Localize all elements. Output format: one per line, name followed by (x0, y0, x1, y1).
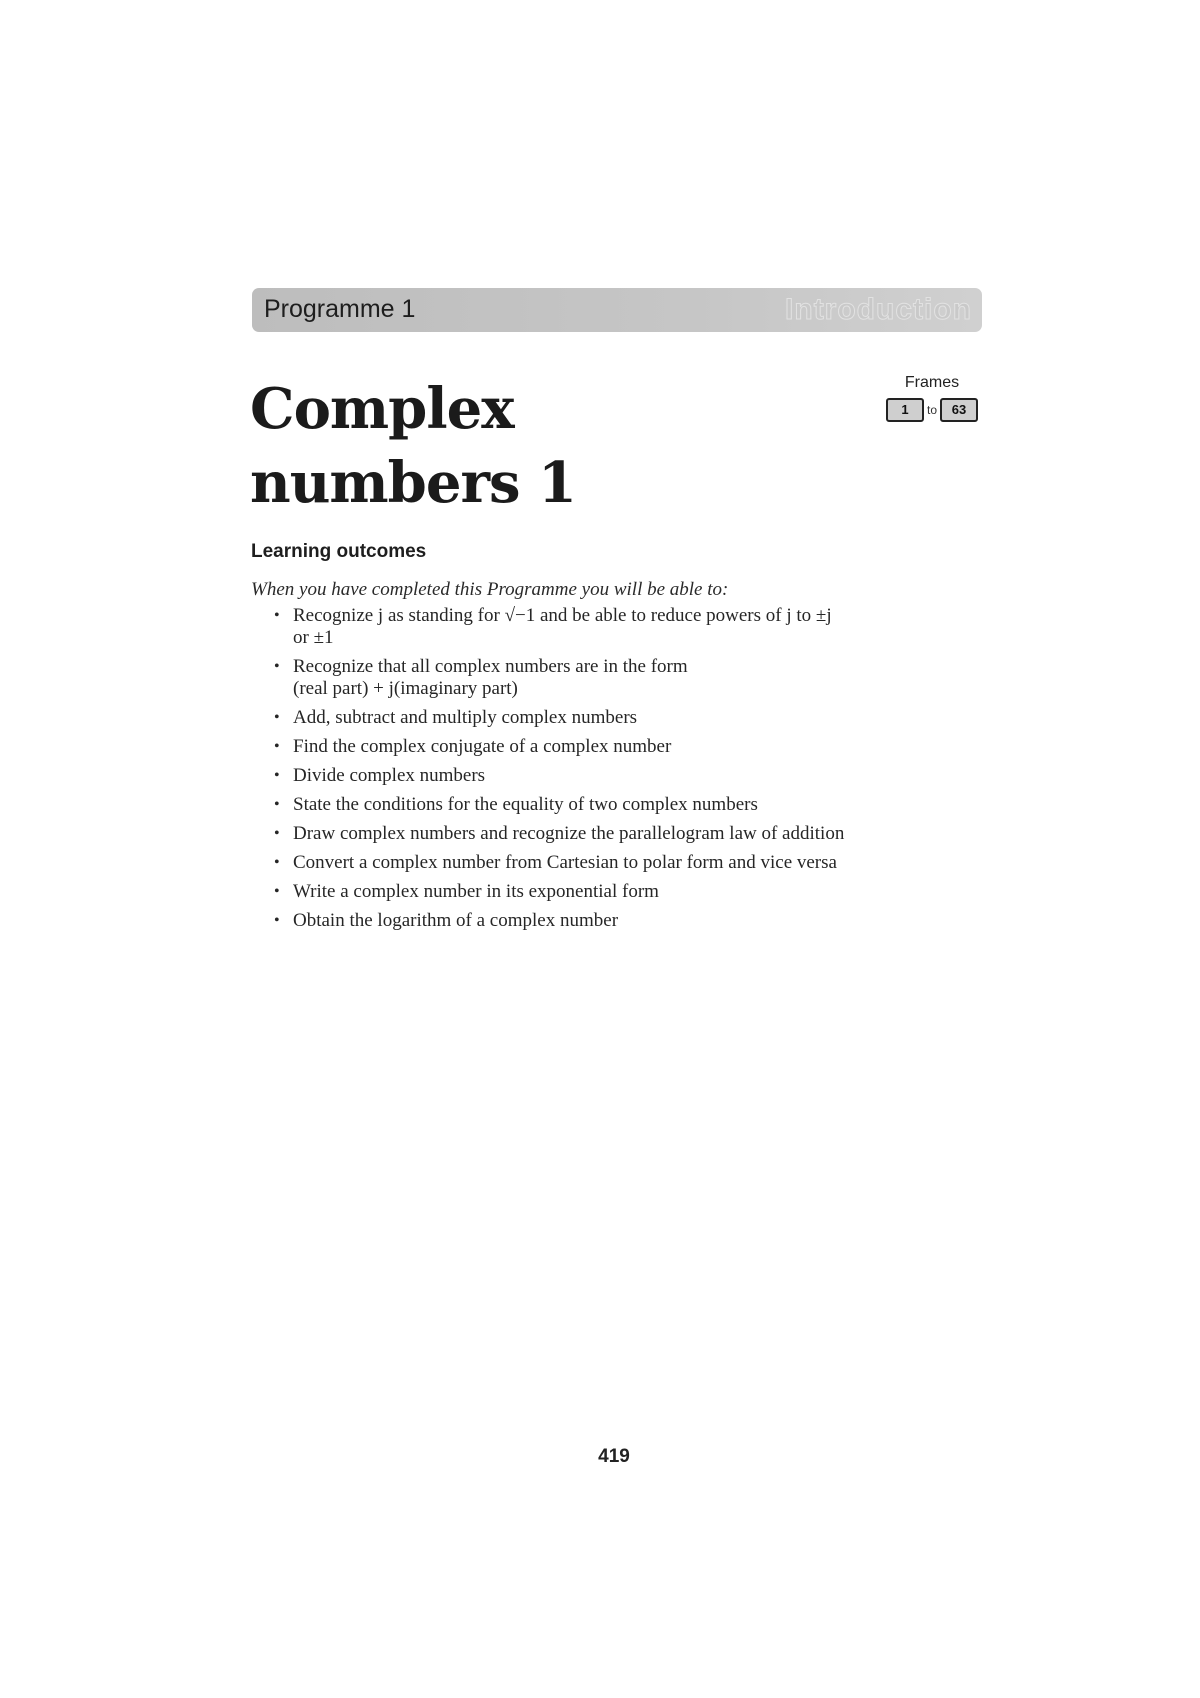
bullet-icon: • (274, 825, 280, 842)
title-line-1: Complex (250, 376, 514, 442)
bullet-icon: • (274, 738, 280, 755)
list-item (272, 852, 984, 874)
list-item-text: Convert a complex number from Cartesian to polar form and vice versa (293, 852, 837, 873)
bullet-icon: • (274, 607, 280, 624)
title-line-2: numbers 1 (250, 450, 576, 516)
list-item (272, 794, 984, 816)
list-item-text: Draw complex numbers and recognize the parallelogram law of addition (293, 823, 845, 844)
bullet-icon: • (274, 883, 280, 900)
frames-range (880, 398, 984, 422)
list-item (272, 910, 984, 932)
list-item-text-continued: (real part) + j(imaginary part) (293, 678, 518, 699)
list-item (272, 881, 984, 903)
list-item-text: Find the complex conjugate of a complex number (293, 736, 672, 757)
frame-start-box: 1 (886, 398, 924, 422)
list-item-text: Recognize j as standing for √−1 and be able to reduce powers of j to ±j (293, 605, 832, 626)
list-item (272, 765, 984, 787)
bullet-icon: • (274, 912, 280, 929)
bullet-icon: • (274, 658, 280, 675)
learning-outcomes-heading: Learning outcomes (251, 541, 427, 562)
frames-indicator (880, 374, 984, 422)
frames-label: Frames (904, 374, 960, 391)
learning-outcomes-list (272, 605, 984, 939)
list-item-text: Add, subtract and multiply complex numbers (293, 707, 638, 728)
list-item (272, 707, 984, 729)
page-number: 419 (598, 1446, 630, 1467)
list-item (272, 656, 984, 700)
section-watermark: Introduction (785, 293, 972, 326)
list-item (272, 605, 984, 649)
bullet-icon: • (274, 854, 280, 871)
list-item-text: Write a complex number in its exponential form (293, 881, 659, 902)
list-item-text-continued: or ±1 (293, 627, 334, 648)
page-title (250, 372, 576, 520)
programme-label: Programme 1 (264, 295, 416, 323)
list-item (272, 736, 984, 758)
learning-outcomes-intro: When you have completed this Programme you will be able to: (251, 579, 729, 600)
bullet-icon: • (274, 709, 280, 726)
frame-end-box: 63 (940, 398, 978, 422)
bullet-icon: • (274, 796, 280, 813)
bullet-icon: • (274, 767, 280, 784)
list-item-text: Divide complex numbers (293, 765, 486, 786)
programme-header-bar (252, 288, 982, 332)
list-item-text: Obtain the logarithm of a complex number (293, 910, 619, 931)
list-item-text: State the conditions for the equality of two complex numbers (293, 794, 758, 815)
frames-to-word: to (926, 403, 937, 417)
list-item-text: Recognize that all complex numbers are in the form (293, 656, 688, 677)
list-item (272, 823, 984, 845)
